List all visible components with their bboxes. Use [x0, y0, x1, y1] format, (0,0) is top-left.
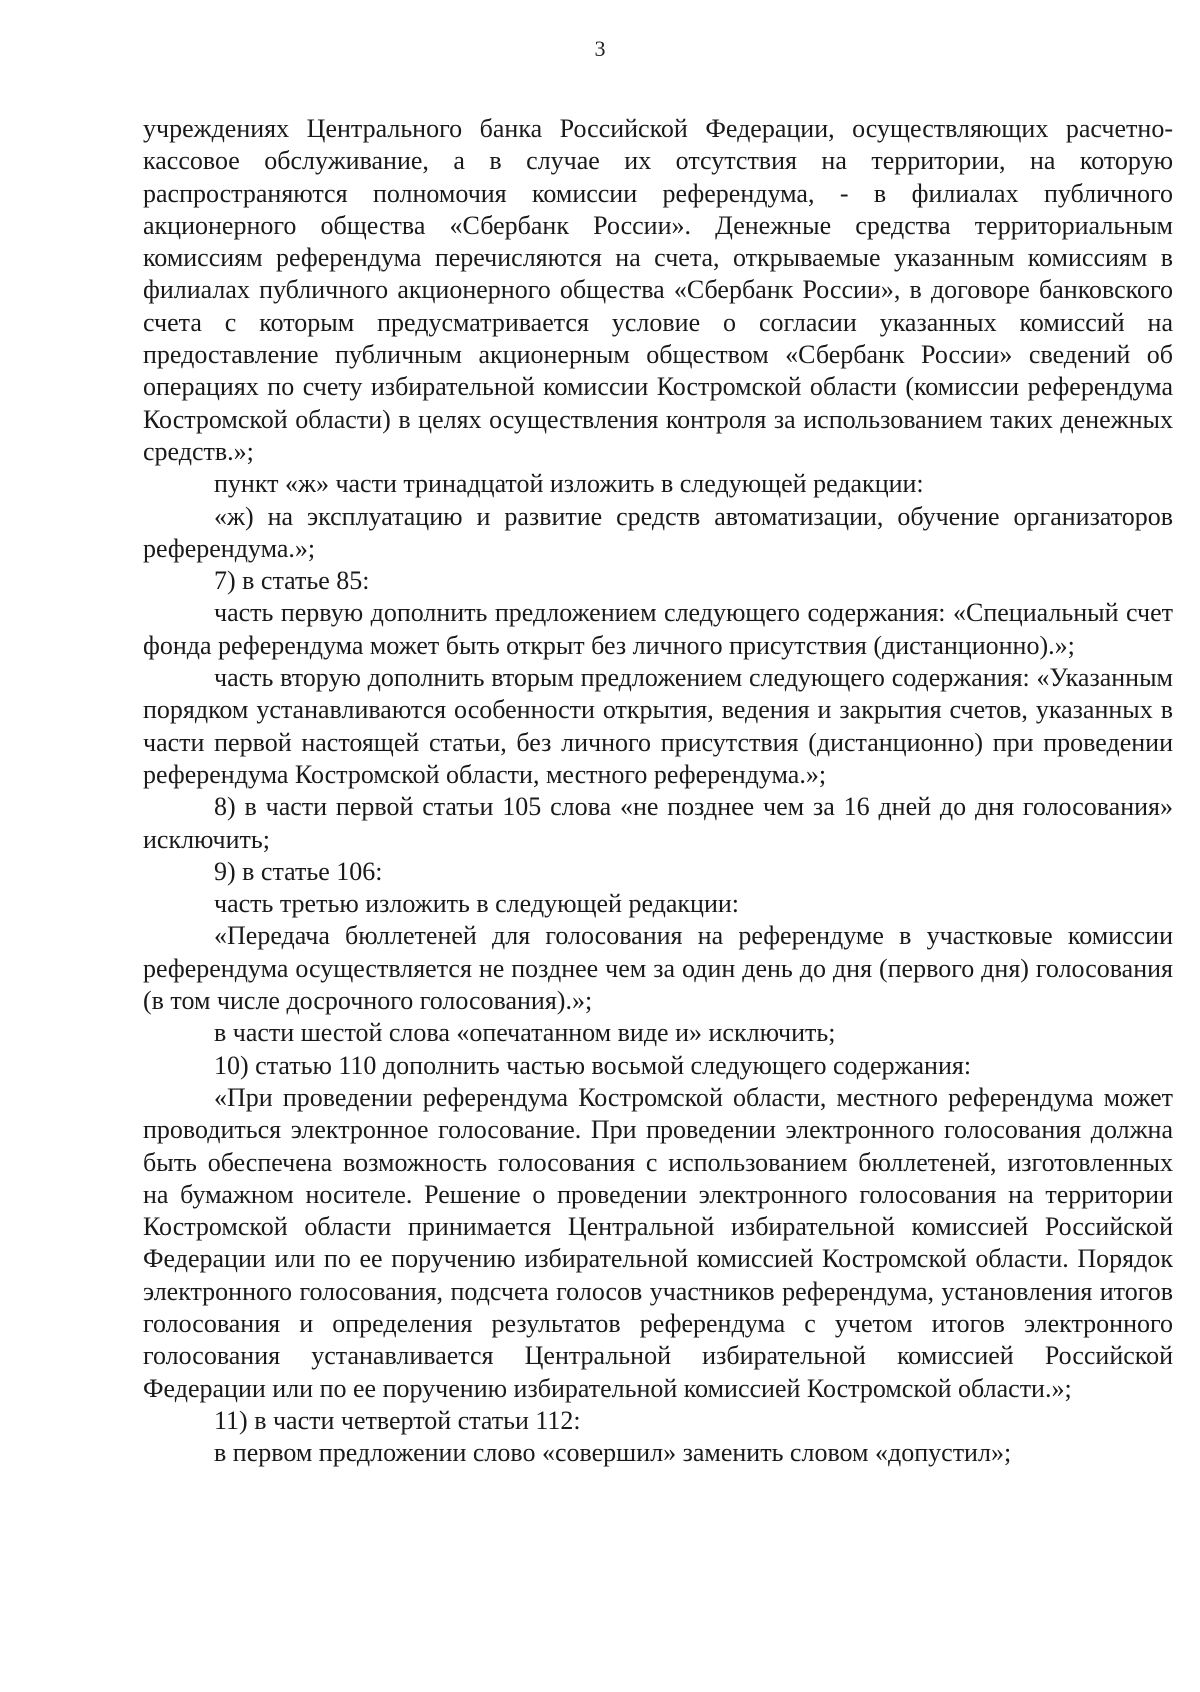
paragraph: «При проведении референдума Костромской области, местного референдума может проводиться электронное голосование. При проведении электронного голосования должна быть обеспечена возможность голосования с использованием бюллетеней, изготовленных на бумажном носителе. Решение о проведении электронного голосования на территории Костромской области принимается Центральной избирательной комиссией Российской Федерации или по ее поручению избирательной комиссией Костромской области. Порядок электронного голосования, подсчета голосов участников референдума, установления итогов голосования и определения результатов референдума с учетом итогов электронного голосования устанавливается Центральной избирательной комиссией Российской Федерации или по ее поручению избирательной комиссией Костромской области.»; [143, 1082, 1173, 1403]
paragraph: в первом предложении слово «совершил» заменить словом «допустил»; [214, 1438, 1012, 1468]
paragraph: 9) в статье 106: [214, 856, 383, 886]
paragraph: часть первую дополнить предложением следующего содержания: «Специальный счет фонда референдума может быть открыт без личного присутствия (дистанционно).»; [143, 598, 1173, 660]
paragraph: в части шестой слова «опечатанном виде и» исключить; [214, 1018, 836, 1048]
paragraph: «Передача бюллетеней для голосования на референдуме в участковые комиссии референдума осуществляется не позднее чем за один день до дня (первого дня) голосования (в том числе досрочного голосования).»; [143, 921, 1173, 1016]
paragraph: учреждениях Центрального банка Российской Федерации, осуществляющих расчетно-кассовое обслуживание, а в случае их отсутствия на территории, на которую распространяются полномочия комиссии референдума, - в филиалах публичного акционерного общества «Сбербанк России». Денежные средства территориальным комиссиям референдума перечисляются на счета, открываемые указанным комиссиям в филиалах публичного акционерного общества «Сбербанк России», в договоре банковского счета с которым предусматривается условие о согласии указанных комиссий на предоставление публичным акционерным обществом «Сбербанк России» сведений об операциях по счету избирательной комиссии Костромской области (комиссии референдума Костромской области) в целях осуществления контроля за использованием таких денежных средств.»; [143, 114, 1173, 466]
paragraph: часть вторую дополнить вторым предложением следующего содержания: «Указанным порядком устанавливаются особенности открытия, ведения и закрытия счетов, указанных в части первой настоящей статьи, без личного присутствия (дистанционно) при проведении референдума Костромской области, местного референдума.»; [143, 663, 1173, 789]
paragraph: 11) в части четвертой статьи 112: [214, 1405, 581, 1435]
paragraph: 10) статью 110 дополнить частью восьмой следующего содержания: [214, 1050, 972, 1080]
paragraph: 7) в статье 85: [214, 566, 370, 596]
paragraph: «ж) на эксплуатацию и развитие средств автоматизации, обучение организаторов референдума.»; [143, 501, 1173, 563]
page-number: 3 [594, 36, 606, 61]
paragraph: пункт «ж» части тринадцатой изложить в следующей редакции: [214, 469, 924, 499]
paragraph: часть третью изложить в следующей редакции: [214, 889, 740, 919]
paragraph: 8) в части первой статьи 105 слова «не позднее чем за 16 дней до дня голосования» исключить; [143, 792, 1173, 854]
document-body [143, 113, 1173, 1469]
